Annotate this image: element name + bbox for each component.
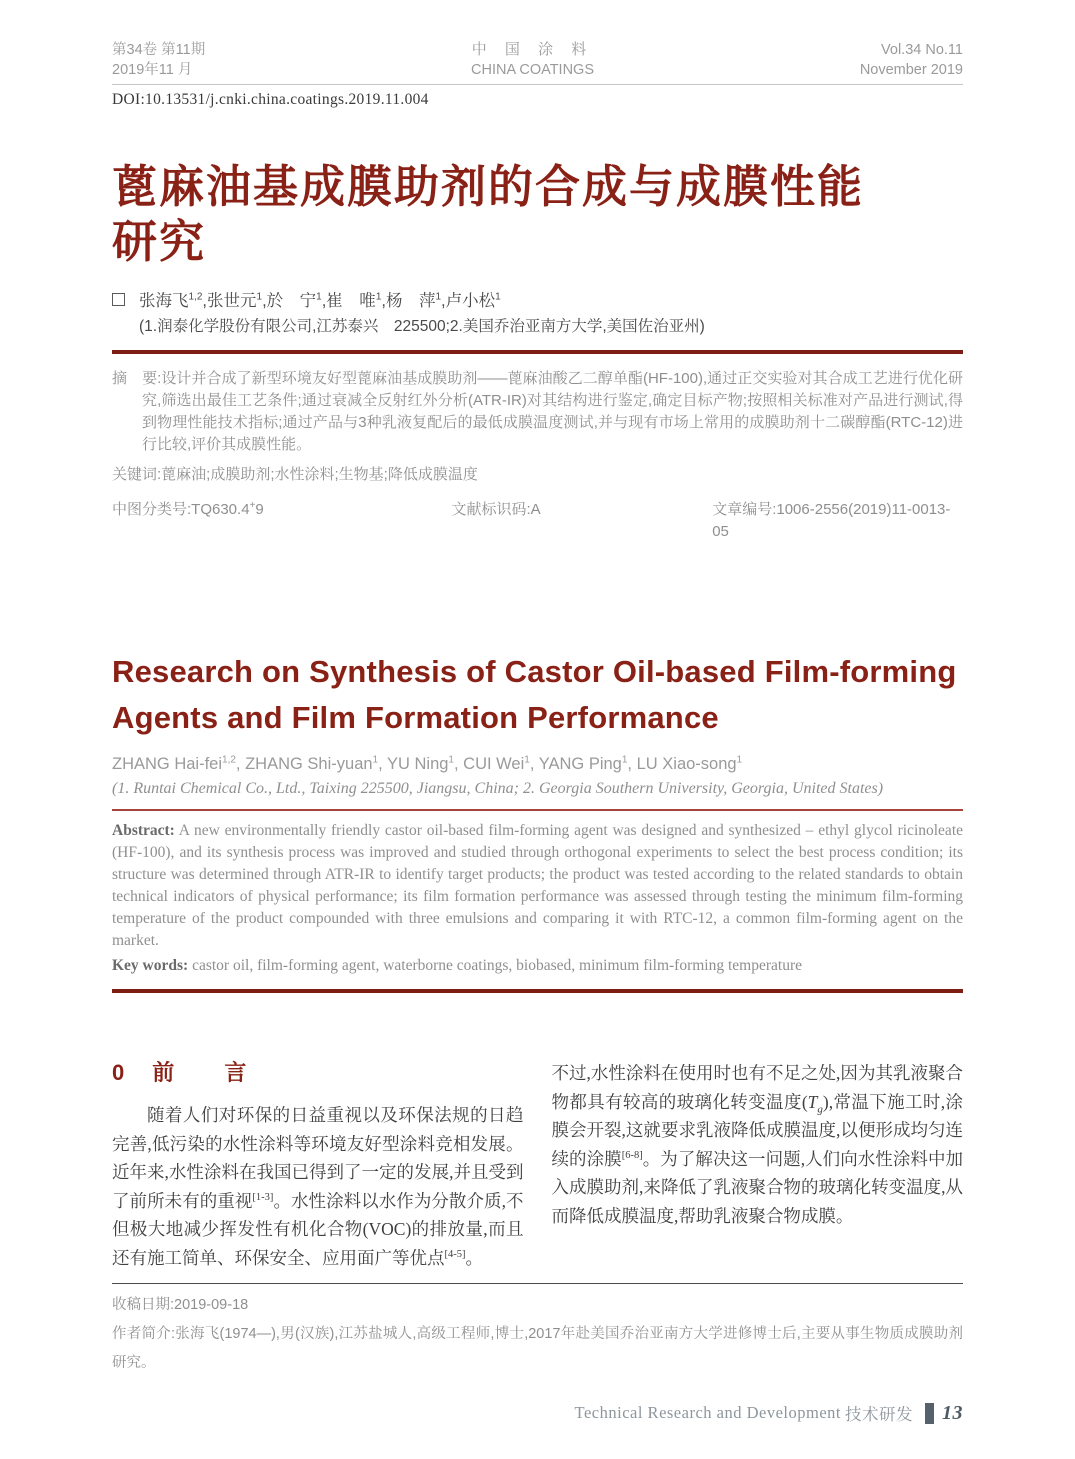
keywords-en [112,955,963,977]
document-code: 文献标识码:A [451,501,541,518]
date-cn: 2019年11 月 [112,62,193,78]
body-column-right [552,1059,964,1272]
article-title-en-line1: Research on Synthesis of Castor Oil-based Film-forming [112,654,957,689]
keywords-cn [112,464,963,486]
page-footer [575,1401,963,1425]
article-id: 文章编号:1006-2556(2019)11-0013-05 [712,501,951,540]
abstract-en-label: Abstract: [112,822,175,839]
journal-header [112,40,963,80]
clc-label: 中图分类号: [112,501,192,518]
header-center [471,40,594,80]
intro-paragraph-right: 不过,水性涂料在使用时也有不足之处,因为其乳液聚合物都具有较高的玻璃化转变温度$(T_g)$,常温下施工时,涂膜会开裂,这就要求乳液降低成膜温度,以便形成均匀连续的涂膜[6-8]。为了解决这一问题,人们向水性涂料中加入成膜助剂,来降低了乳液聚合物的玻璃化转变温度,从而降低成膜温度,帮助乳液聚合物成膜。 [551,1063,964,1226]
header-divider [112,84,963,85]
divider-thick-red-bottom [112,989,963,993]
header-left [112,40,205,80]
body-column-left [112,1059,524,1272]
divider-thin-red [112,809,963,811]
authors-cn: 张海飞$^{1,2}$,张世元$^1$,於 宁$^1$,崔 唯$^1$,杨 萍$^1$,卢小松$^1$ [139,291,501,310]
footnote-divider [112,1283,963,1284]
section-0-heading [112,1059,524,1087]
journal-title-en: CHINA COATINGS [471,62,595,78]
authors-cn-row [112,289,963,313]
doi-line: DOI:10.13531/j.cnki.china.coatings.2019.11.004 [112,91,429,108]
article-title-cn-line2: 研究 [112,216,207,267]
author-bio: 作者简介:张海飞(1974—),男(汉族),江苏盐城人,高级工程师,博士,2017年赴美国乔治亚南方大学进修博士后,主要从事生物质成膜助剂研究。 [112,1326,963,1371]
classification-row [112,499,963,543]
keywords-cn-text: 蓖麻油;成膜助剂;水性涂料;生物基;降低成膜温度 [161,466,478,483]
footer-section-en: Technical Research and Development [574,1403,841,1422]
journal-title-cn: 中 国 涂 料 [471,41,594,58]
clc-number [112,499,451,543]
affiliation-cn: (1.润泰化学股份有限公司,江苏泰兴 225500;2.美国乔治亚南方大学,美国佐治亚州) [139,318,705,335]
authors-en: ZHANG Hai-fei$^{1,2}$, ZHANG Shi-yuan$^1$, YU Ning$^1$, CUI Wei$^1$, YANG Ping$^1$, LU Xiao-song$^1$ [112,754,743,773]
abstract-en [112,820,963,952]
body-columns [112,1059,963,1272]
clc-value: TQ630.4+9 [191,500,264,518]
footer-bar-icon [925,1403,934,1424]
keywords-cn-label: 关键词: [112,466,162,483]
footnote-block [112,1291,963,1378]
divider-thick-red-top [112,350,963,354]
article-title-en [112,649,963,741]
abstract-en-text: A new environmentally friendly castor oil-based film-forming agent was designed and synthesized – ethyl glycol ricinoleate (HF-100), and its synthesis process was improved and studied through orthogonal experiments to select the best process condition; its structure was determined through ATR-IR to identify target products; the product was tested according to the related standards to obtain technical indicators of physical performance; its film formation performance was assessed through testing the minimum film-forming temperature of the product compounded with three emulsions and comparing it with RTC-12, a common film-forming agent on the market. [112,822,963,949]
abstract-cn-text: 设计并合成了新型环境友好型蓖麻油基成膜助剂——蓖麻油酸乙二醇单酯(HF-100),通过正交实验对其合成工艺进行优化研究,筛选出最佳工艺条件;通过衰减全反射红外分析(ATR-IR)对其结构进行鉴定,确定目标产物;按照相关标准对产品进行测试,得到物理性能技术指标;通过产品与3种乳液复配后的最低成膜温度测试,并与现有市场上常用的成膜助剂十二碳醇酯(RTC-12)进行比较,评价其成膜性能。 [142,370,963,453]
intro-paragraph-left: 随着人们对环保的日益重视以及环保法规的日趋完善,低污染的水性涂料等环境友好型涂料竞相发展。近年来,水性涂料在我国已得到了一定的发展,并且受到了前所未有的重视[1-3]。水性涂料以水作为分散介质,不但极大地减少挥发性有机化合物(VOC)的排放量,而且还有施工简单、环保安全、应用面广等优点[4-5]。 [112,1105,524,1268]
volume-issue-en: Vol.34 No.11 [881,42,963,58]
author-marker-box [112,293,125,306]
article-title-cn [112,159,963,269]
abstract-cn [112,368,963,456]
header-right [860,40,963,80]
page-number: 13 [942,1401,963,1424]
article-title-cn-line1: 蓖麻油基成膜助剂的合成与成膜性能 [112,161,865,212]
abstract-cn-label: 摘 要: [112,370,162,387]
received-date: 收稿日期:2019-09-18 [112,1297,249,1313]
date-en: November 2019 [859,62,963,78]
keywords-en-label: Key words: [112,957,189,974]
section-0-number: 0 [112,1060,125,1085]
section-0-title: 前 言 [152,1060,269,1085]
footer-section-cn: 技术研发 [845,1405,913,1424]
affiliation-en: (1. Runtai Chemical Co., Ltd., Taixing 225500, Jiangsu, China; 2. Georgia Southern University, Georgia, United States) [112,780,884,797]
article-title-en-line2: Agents and Film Formation Performance [112,700,719,735]
keywords-en-text: castor oil, film-forming agent, waterborne coatings, biobased, minimum film-forming temperature [188,957,803,974]
volume-issue-cn: 第34卷 第11期 [112,42,206,58]
